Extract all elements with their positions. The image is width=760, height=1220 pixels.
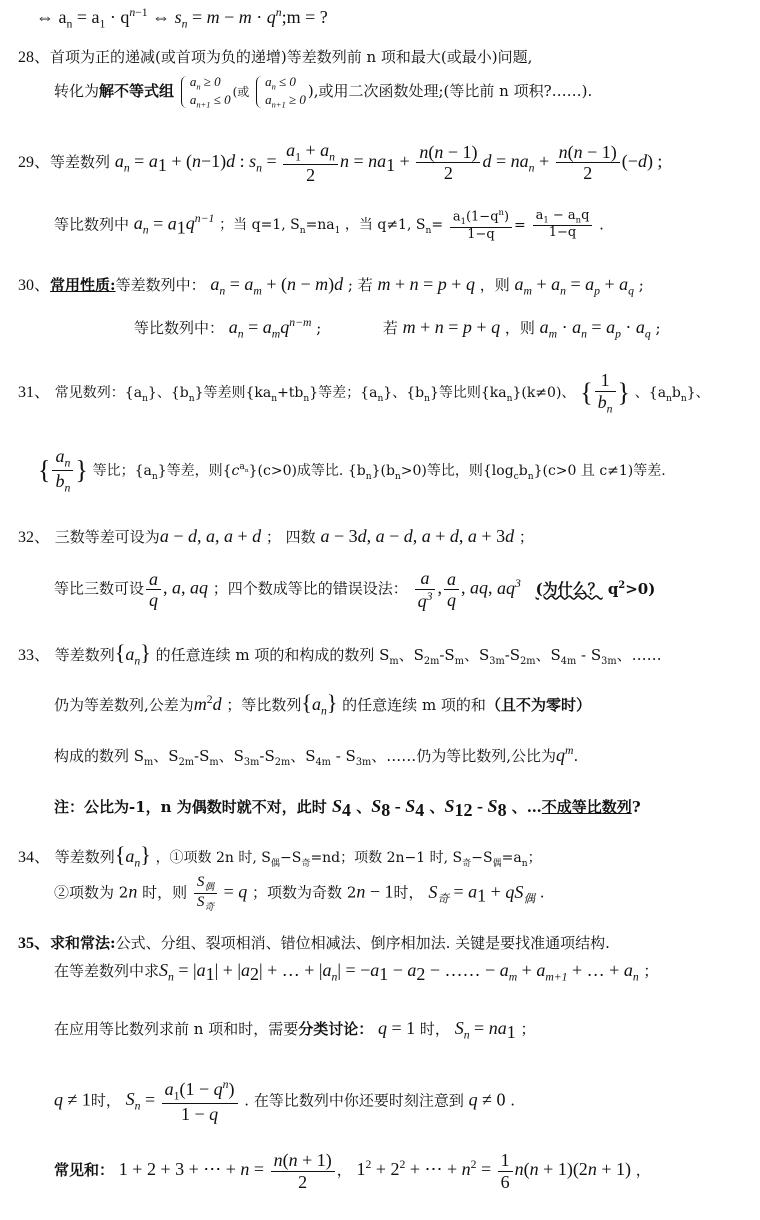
item-34-line-1: 34、 等差数列$\{a_n\}$ ，①项数 2n 时, $S_偶-S_奇=nd$；项数 2n−1 时, $S_奇-S_偶=a_n$； [18,842,542,870]
item-33-line-3: 构成的数列 $S_m$、$S_{2m}-S_m$、$S_{3m}-S_{2m}$、$S_{4m} - S_{3m}$、……仍为等比数列,公比为$q^m$. [54,744,579,768]
item-32-line-1: 32、 三数等差可设为a − d, a, a + d ； 四数 a − 3d, a − d, a + d, a + 3d ； [18,526,534,546]
item-33-line-1: 33、 等差数列$\{a_n\}$ 的任意连续 m 项的和构成的数列 $S_m$、$S_{2m}-S_m$、$S_{3m}-S_{2m}$、$S_{4m} - S_{3m}$、…… [18,640,662,668]
item-30-line-1: 30、常用性质:等差数列中： $a_n = a_m + (n - m)d$ ; 若 m + n = p + q ，则 $a_m + a_n = a_p + a_q$ ; [18,274,644,298]
item-35-line-1: 35、求和常法:公式、分组、裂项相消、错位相减法、倒序相加法. 关键是要找准通项结构. [18,934,610,952]
item-34-line-2: ②项数为 2n 时，则 $\frac{S_偶}{S_奇}$ = q ；项数为奇数 2n − 1时， $S_奇 = a_1 + qS_偶$ . [54,874,545,914]
inequality-system-1: $a_n \ge 0$ $a_{n+1} \le 0$ [181,74,231,110]
item-35-line-4: q ≠ 1时， $S_n$ = $\frac{a_1(1 - q^n)}{1 - q}$ . 在等比数列中你还要时刻注意到 q ≠ 0 . [54,1078,516,1125]
item-33-note: 注：公比为-1，n 为偶数时就不对，此时 $S_4$ 、$S_8 - S_4$ 、$S_{12} - S_8$ 、…不成等比数列? [54,796,641,820]
item-30-line-2: 等比数列中： $a_n = a_mq^{n-m}$ ; 若 m + n = p + q ，则 $a_m \cdot a_n = a_p \cdot a_q$ ; [134,316,661,341]
item-35-line-3: 在应用等比数列求前 n 项和时，需要分类讨论： q = 1 时， $S_n = na_1$ ； [54,1018,536,1042]
formula-line-0: ⇔ $a_n = a_1 \cdot q^{n-1}$ ⇔ $s_n = m - m$ · $q^n;m$ = ? [36,6,328,31]
item-29-line-2: 等比数列中 $a_n = a_1q^{n-1}$ ；当 q=1, $S_n=na_1$ ，当 q≠1, $S_n=$ $\frac{a_1(1-q^n)}{1-q}$ = $\frac{a_1 - a_nq}{1-q}$ . [54,207,604,242]
item-32-line-2: 等比三数可设 $\frac{a}{q}$ , a, aq ；四个数成等比的错误设法： $\frac{a}{q^3}$ , $\frac{a}{q}$ , aq, $aq^3$ (为什么？ $q^2>0$) [54,568,656,611]
item-28-line-1: 28、首项为正的递减(或首项为负的递增)等差数列前 n 项和最大(或最小)问题, [18,48,533,66]
item-31-line-1: 31、 常见数列：$\{a_n\}$、$\{b_n\}$等差则$\{ka_n+tb_n\}$等差；$\{a_n\}$、$\{b_n\}$等比则$\{ka_n\}(k\ne 0)$、 { $\frac{1}{b_n}$ } 、$\{a_nb_n\}$、 [18,370,710,416]
item-35-line-5: 常见和： 1 + 2 + 3 + ⋯ + n = $\frac{n(n + 1)}{2}$ ， $1^2 + 2^2$ + ⋯ + $n^2$ = $\frac{1}{6}$ n(n + 1)(2n + 1) ， [54,1150,651,1192]
item-29-line-1: 29、等差数列 $a_n = a_1 + (n-1)d$ : $s_n$ = $\frac{a_1 + a_n}{2}$ $n = na_1$ + $\frac{n(n - 1)}{2}$ $d = na_n$ + $\frac{n(n - 1)}{2}$ (−d) ; [18,140,663,186]
item-28-line-2: 转化为解不等式组 $a_n \ge 0$ $a_{n+1} \le 0$ (或 $a_n \le 0$ $a_{n+1} \ge 0$ ),或用二次函数处理;(等比前 n 项积?……). [54,74,593,110]
item-33-line-2: 仍为等差数列,公差为$m^2d$ ；等比数列$\{a_n\}$ 的任意连续 m 项的和（且不为零时） [54,690,591,718]
item-31-line-2: { $\frac{a_n}{b_n}$ } 等比；$\{a_n\}$等差，则$\{c^{a_n}\}(c>0)$成等比. $\{b_n\}(b_n>0)$等比，则$\{\log_cb_n\}(c>0$ 且 c≠1)等差. [38,446,666,495]
item-35-line-2: 在等差数列中求$S_n = |a_1| + |a_2|$ + … + $|a_n| = -a_1 - a_2$ − …… − $a_m + a_{m+1}$ + … + $a_n$ ； [54,960,659,984]
inequality-system-2: $a_n \le 0$ $a_{n+1} \ge 0$ [256,74,306,110]
